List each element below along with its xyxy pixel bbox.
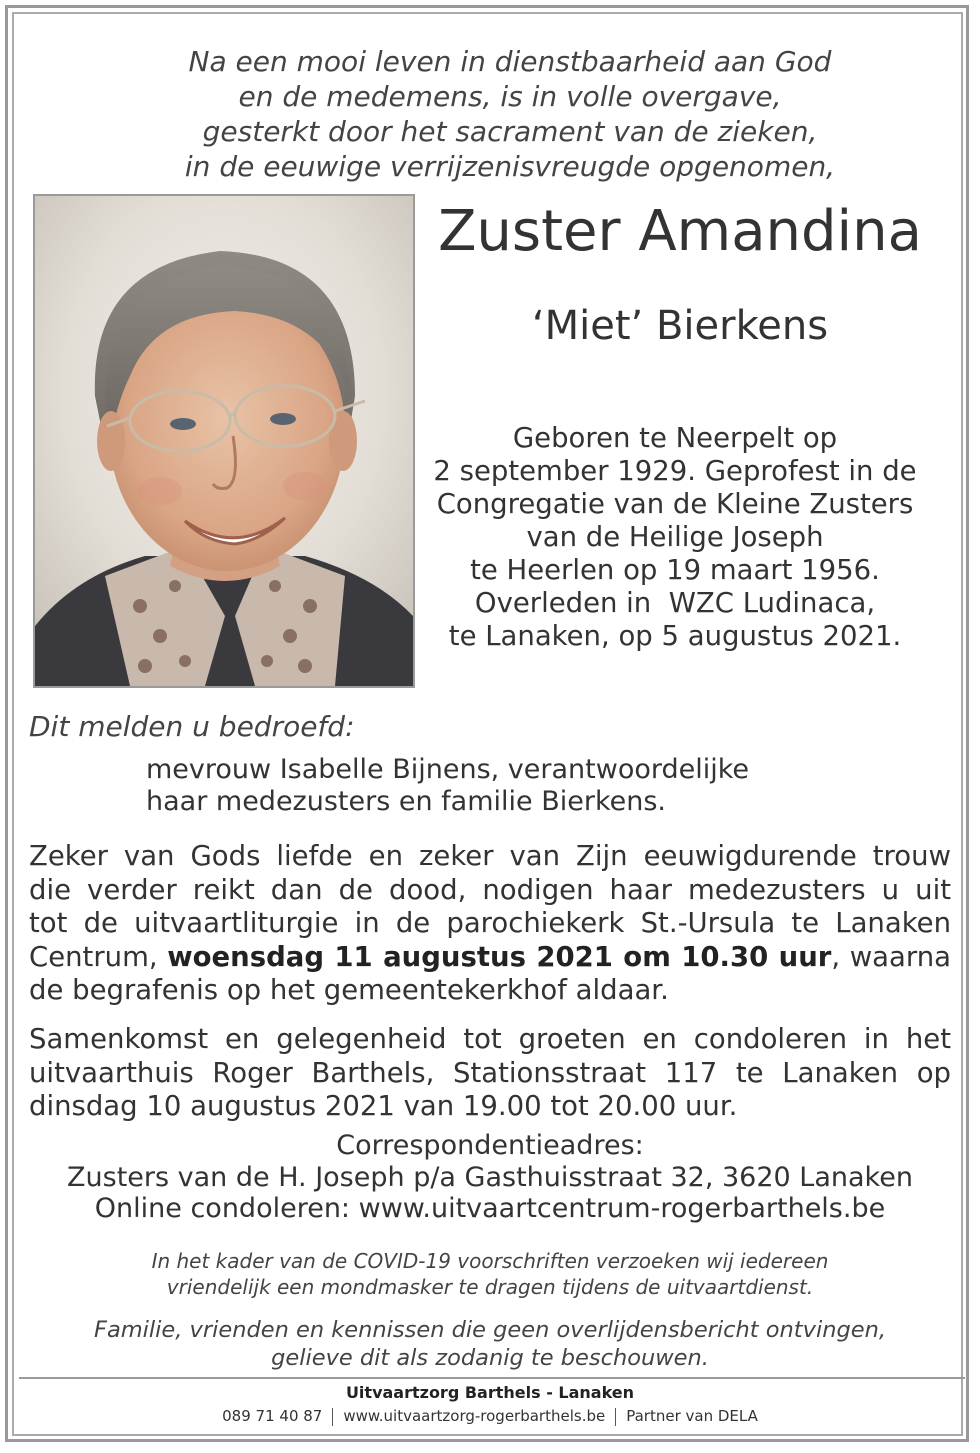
family-notice — [40, 1316, 940, 1372]
notice-line: Familie, vrienden en kennissen die geen overlijdensbericht ontvingen, — [94, 1317, 886, 1343]
footer-phone: 089 71 40 87 — [222, 1407, 323, 1425]
correspondence-title: Correspondentieadres: — [336, 1130, 644, 1161]
footer-divider — [19, 1377, 965, 1379]
correspondence — [20, 1130, 960, 1225]
deceased-nickname: ‘Miet’ Bierkens — [531, 303, 829, 349]
bio-line: van de Heilige Joseph — [526, 521, 824, 553]
mourner-line: haar medezusters en familie Bierkens. — [146, 786, 666, 817]
online-condolence: Online condoleren: www.uitvaartcentrum-rogerbarthels.be — [94, 1193, 886, 1224]
funeral-paragraph — [29, 840, 951, 1008]
footer-contacts — [0, 1406, 980, 1426]
gathering-line: uitvaarthuis Roger Barthels, Stationsstraat 117 te Lanaken op — [29, 1056, 951, 1089]
bio-line: Overleden in WZC Ludinaca, — [474, 587, 876, 619]
covid-notice — [60, 1248, 920, 1300]
bio-line: Geboren te Neerpelt op — [512, 422, 838, 454]
gathering-paragraph — [29, 1023, 951, 1124]
covid-line: vriendelijk een mondmasker te dragen tijdens de uitvaartdienst. — [166, 1275, 814, 1299]
funeral-line-start: Centrum, — [29, 940, 168, 973]
correspondence-address: Zusters van de H. Joseph p/a Gasthuisstraat 32, 3620 Lanaken — [67, 1161, 913, 1193]
intro-text — [60, 44, 960, 184]
funeral-line: Zeker van Gods liefde en zeker van Zijn eeuwigdurende trouw — [29, 840, 951, 872]
intro-line: Na een mooi leven in dienstbaarheid aan God — [188, 45, 832, 78]
deceased-name: Zuster Amandina — [438, 199, 922, 264]
mourners-list — [146, 754, 749, 818]
funeral-line: die verder reikt dan de dood, nodigen haar medezusters u uit — [29, 873, 951, 906]
bio-line: te Heerlen op 19 maart 1956. — [470, 554, 880, 586]
funeral-line — [29, 941, 951, 975]
gathering-line: dinsdag 10 augustus 2021 van 19.00 tot 20.00 uur. — [29, 1090, 738, 1122]
bio-line: Congregatie van de Kleine Zusters — [436, 488, 914, 520]
footer-separator — [332, 1408, 333, 1426]
funeral-line: tot de uitvaartliturgie in de parochiekerk St.-Ursula te Lanaken — [29, 907, 951, 939]
mourner-line: mevrouw Isabelle Bijnens, verantwoordelijke — [146, 754, 750, 785]
intro-line: gesterkt door het sacrament van de zieken, — [202, 115, 818, 148]
funeral-line: de begrafenis op het gemeentekerkhof aldaar. — [29, 974, 669, 1006]
bio-line: te Lanaken, op 5 augustus 2021. — [448, 620, 902, 652]
mourners-title: Dit melden u bedroefd: — [29, 710, 355, 743]
portrait-photo — [33, 194, 415, 688]
footer-website: www.uitvaartzorg-rogerbarthels.be — [343, 1407, 606, 1425]
intro-line: in de eeuwige verrijzenisvreugde opgenomen, — [184, 150, 836, 183]
funeral-date: woensdag 11 augustus 2021 om 10.30 uur — [167, 940, 832, 973]
funeral-line-end: , waarna — [831, 940, 951, 973]
notice-line: gelieve dit als zodanig te beschouwen. — [271, 1345, 709, 1371]
bio-line: 2 september 1929. Geprofest in de — [433, 455, 917, 487]
footer-company: Uitvaartzorg Barthels - Lanaken — [345, 1383, 635, 1402]
covid-line: In het kader van de COVID-19 voorschriften verzoeken wij iedereen — [151, 1249, 829, 1273]
biography — [420, 422, 930, 653]
footer-separator — [615, 1408, 616, 1426]
gathering-line: Samenkomst en gelegenheid tot groeten en condoleren in het — [29, 1023, 951, 1055]
footer-partner: Partner van DELA — [626, 1407, 758, 1425]
intro-line: en de medemens, is in volle overgave, — [238, 80, 782, 113]
